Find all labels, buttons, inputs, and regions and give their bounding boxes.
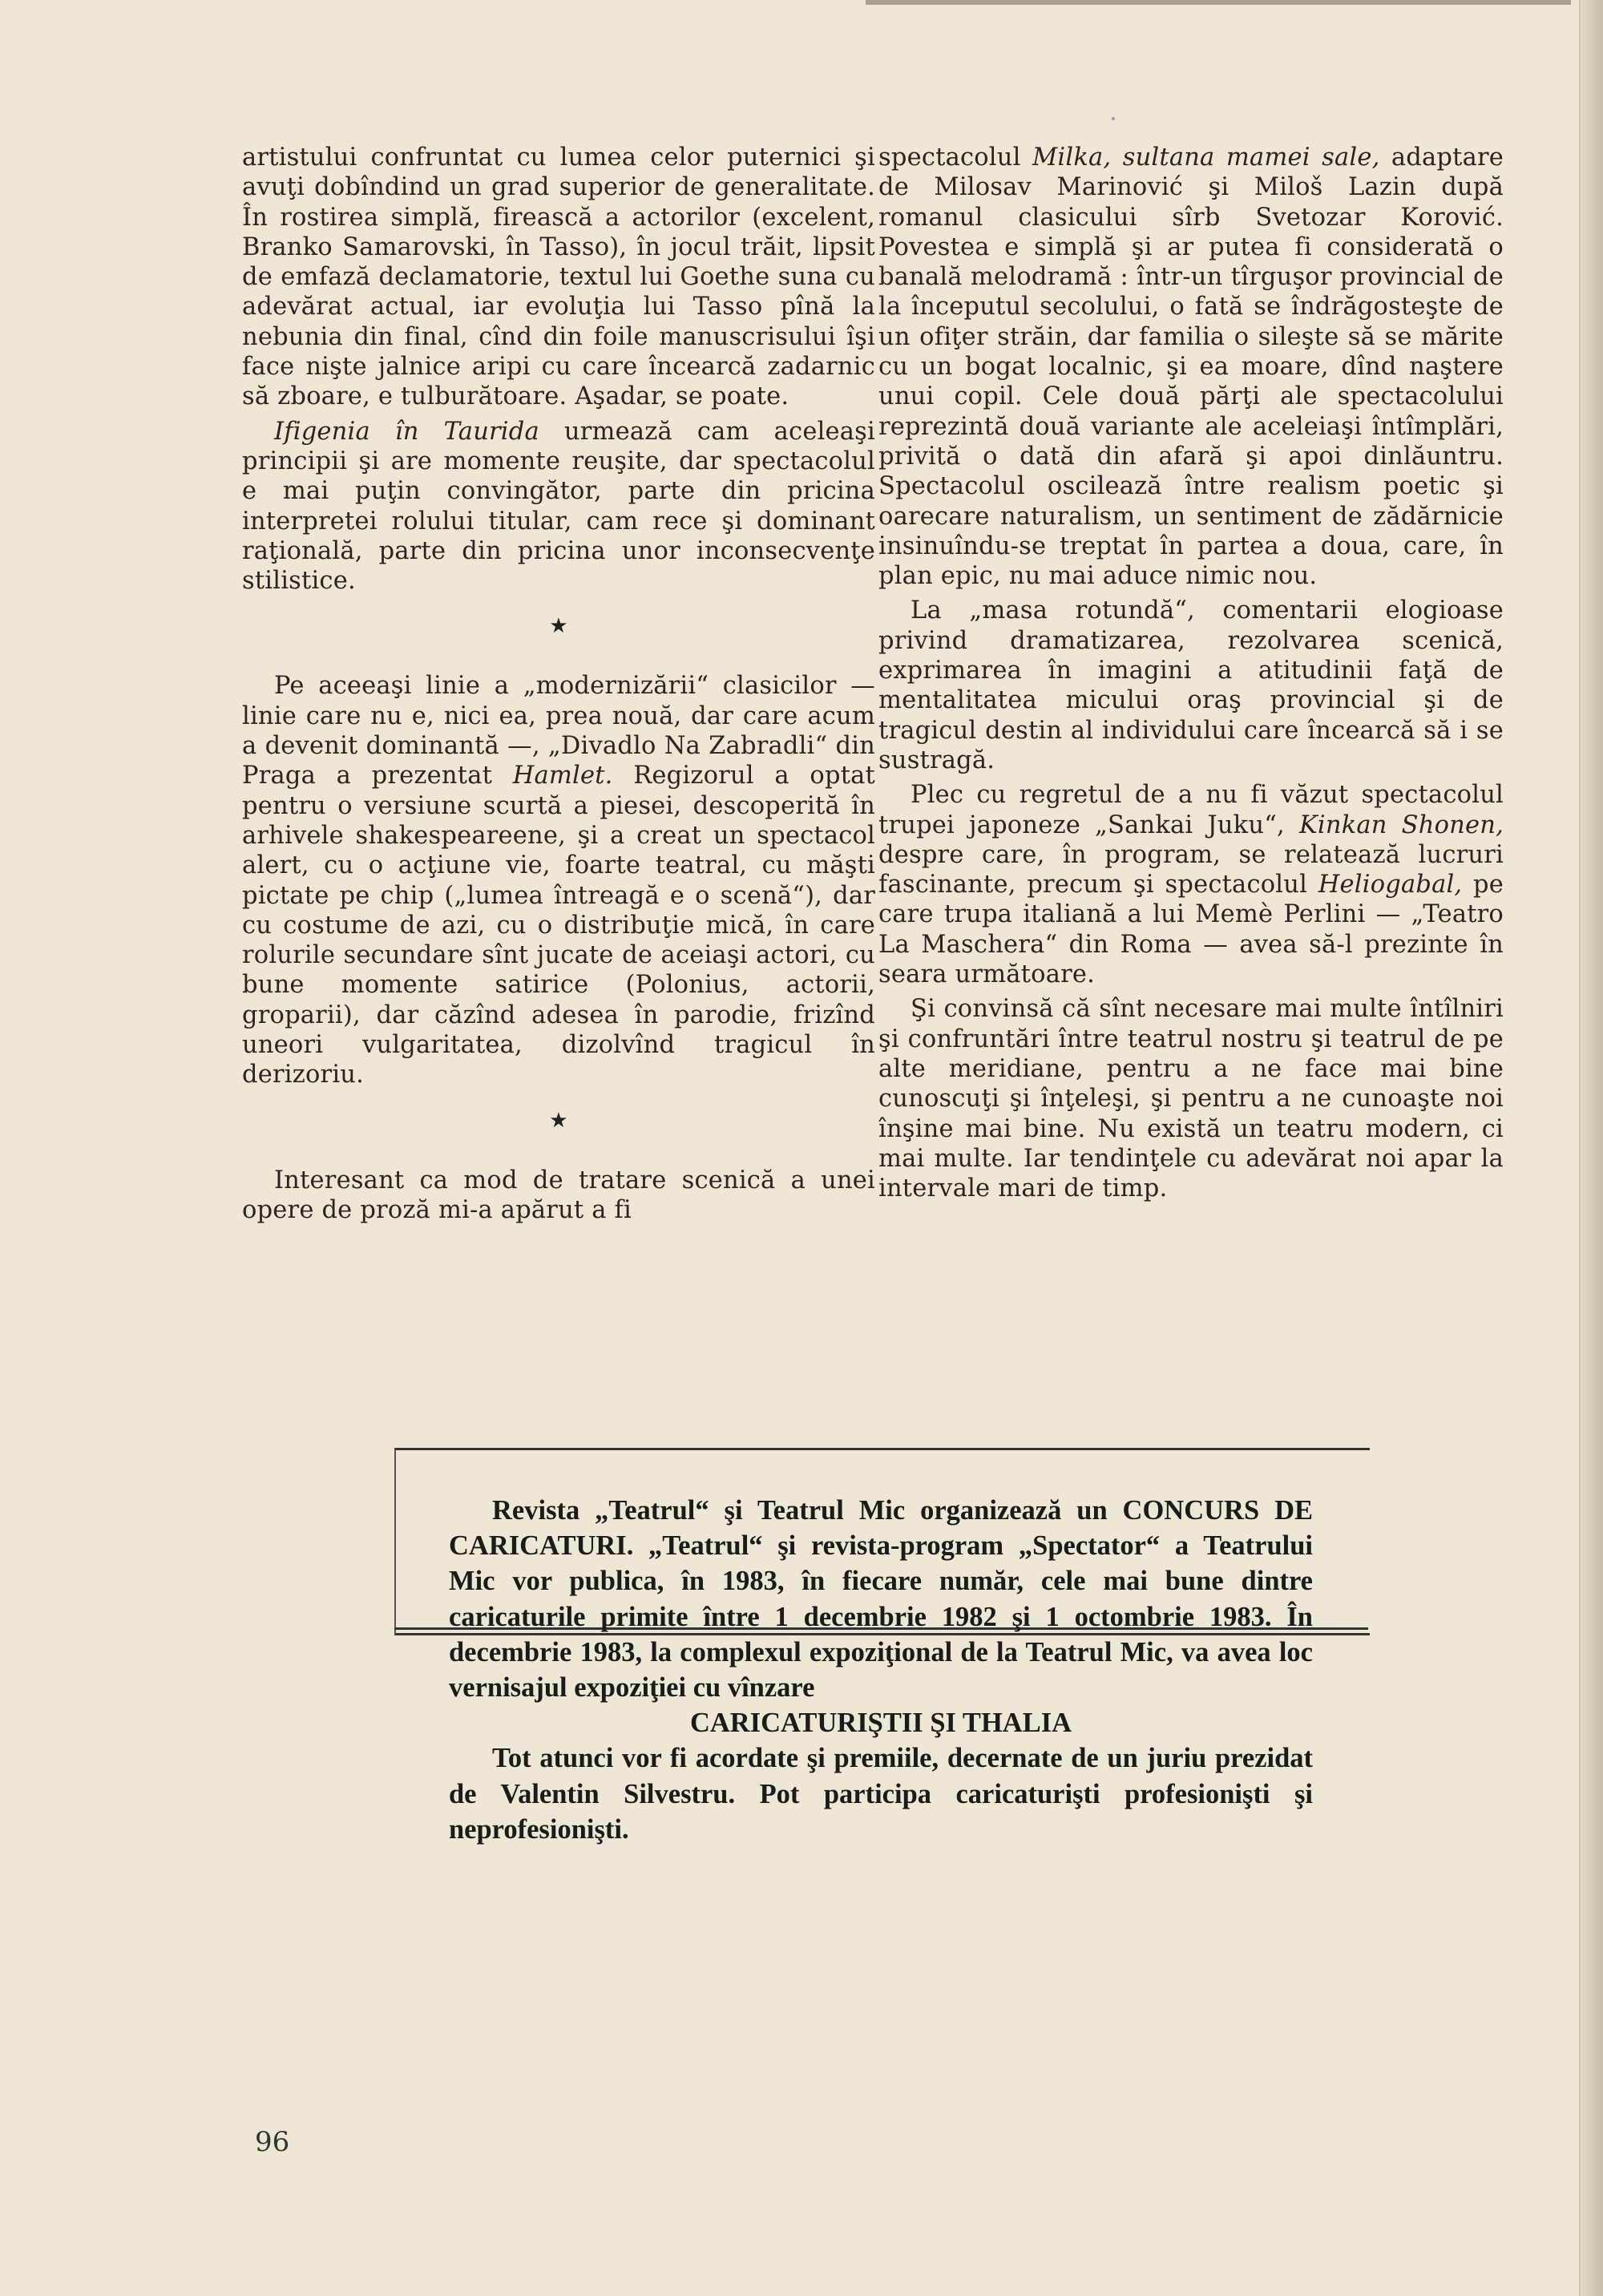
section-separator-star: ★ bbox=[549, 614, 568, 639]
paragraph-text: adaptare de Milosav Marinović şi Miloš Lazin după romanul clasicului sîrb Svetozar Korović. Povestea e simplă şi ar putea fi considerată o banală melodramă : într-un tîrguşor provincial de la începutul secolului, o fată se îndrăgosteşte de un ofiţer străin, dar familia o sileşte să se mărite cu un bogat localnic, şi ea moare, dînd naştere unui copil. Cele două părţi ale spectacolului reprezintă două variante ale aceleiaşi întîmplări, privită o dată din afară şi apoi dinlăuntru. Spectacolul oscilează între realism poetic şi oarecare naturalism, un sentiment de zădărnicie insinuîndu-se treptat în partea a doua, care, în plan epic, nu mai aduce nimic nou. bbox=[878, 144, 1504, 591]
play-title-heliogabal: Heliogabal, bbox=[1318, 871, 1463, 899]
page-number: 96 bbox=[255, 2126, 290, 2158]
page-edge bbox=[1579, 0, 1603, 2296]
paragraph-text: spectacolul bbox=[878, 144, 1032, 172]
play-title-ifigenia: Ifigenia în Taurida bbox=[274, 417, 539, 446]
paragraph-ifigenia bbox=[242, 417, 875, 596]
paragraph-text: Plec cu regretul de a nu fi văzut spectacolul trupei japoneze „Sankai Juku“, bbox=[878, 781, 1504, 839]
paragraph-text: pe care trupa italiană a lui Memè Perlini — „Teatro La Maschera“ din Roma — avea să-l prezinte în seara următoare. bbox=[878, 871, 1504, 989]
paragraph-text: Şi convinsă că sînt necesare mai multe întîlniri şi confruntări între teatrul nostru şi teatrul de pe alte meridiane, pentru a ne face mai bine cunoscuţi şi înţeleşi, şi pentru a ne cunoaşte noi înşine mai bine. Nu există un teatru modern, ci mai multe. Iar tendinţele cu adevărat noi apar la intervale mari de timp. bbox=[878, 995, 1504, 1203]
section-separator-star: ★ bbox=[549, 1108, 568, 1133]
paragraph-text: Regizorul a optat pentru o versiune scurtă a piesei, descoperită în arhivele shakespeareene, şi a creat un spectacol alert, cu o acţiune vie, foarte teatral, cu măşti pictate pe chip („lumea întreagă e o scenă“), dar cu costume de azi, cu o distribuţie mică, în care rolurile secundare sînt jucate de aceiaşi actori, cu bune momente satirice (Polonius, actorii, groparii), dar căzînd adesea în parodie, frizînd uneori vulgaritatea, dizolvînd tragicul în derizoriu. bbox=[242, 762, 875, 1089]
contest-notice-text bbox=[449, 1493, 1313, 1847]
paragraph-interesant bbox=[242, 1166, 875, 1226]
play-title-kinkan: Kinkan Shonen, bbox=[1298, 810, 1504, 839]
paragraph-tasso bbox=[242, 143, 875, 412]
left-column bbox=[242, 143, 875, 1230]
play-title-hamlet: Hamlet. bbox=[512, 762, 613, 790]
page-top-strip bbox=[866, 0, 1571, 5]
paragraph-concluzie bbox=[878, 994, 1504, 1203]
paragraph-hamlet bbox=[242, 671, 875, 1089]
play-title-milka: Milka, sultana mamei sale, bbox=[1032, 144, 1380, 172]
paragraph-text: urmează cam aceleaşi principii şi are momente reuşite, dar spectacolul e mai puţin convingător, parte din pricina interpretei rolului titular, cam rece şi dominant raţională, parte din pricina unor inconsecvenţe stilistice. bbox=[242, 417, 875, 596]
exhibition-title: CARICATURIŞTII ŞI THALIA bbox=[689, 1708, 1072, 1739]
paragraph-plec bbox=[878, 780, 1504, 989]
notice-paragraph: Revista „Teatrul“ şi Teatrul Mic organizează un CONCURS DE CARICATURI. „Teatrul“ şi revista-program „Spectator“ a Teatrului Mic vor publica, în 1983, în fiecare număr, cele mai bune dintre caricaturile primite între 1 decembrie 1982 şi 1 octombrie 1983. În decembrie 1983, la complexul expoziţional de la Teatrul Mic, va avea loc vernisajul expoziţiei cu vînzare bbox=[449, 1495, 1313, 1704]
paragraph-text: La „masa rotundă“, comentarii elogioase privind dramatizarea, rezolvarea scenică, exprimarea în imagini a atitudinii faţă de mentalitatea micului oraş provincial şi de tragicul destin al individului care încearcă să i se sustragă. bbox=[878, 596, 1504, 774]
paragraph-masa-rotunda bbox=[878, 596, 1504, 775]
paragraph-text: Pe aceeaşi linie a „modernizării“ clasicilor — linie care nu e, nici ea, prea nouă, dar care acum a devenit dominantă —, „Divadlo Na Zabradli“ din Praga a prezentat bbox=[242, 672, 875, 790]
paragraph-text: despre care, în program, se relatează lucruri fascinante, precum şi spectacolul bbox=[878, 840, 1504, 899]
paragraph-text: artistului confruntat cu lumea celor puternici şi avuţi dobîndind un grad superior de generalitate. În rostirea simplă, firească a actorilor (excelent, Branko Samarovski, în Tasso), în jocul trăit, lipsit de emfază declamatorie, textul lui Goethe suna cu adevărat actual, iar evoluţia lui Tasso pînă la nebunia din final, cînd din foile manuscrisului îşi face nişte jalnice aripi cu care încearcă zadarnic să zboare, e tulburătoare. Aşadar, se poate. bbox=[242, 144, 875, 411]
print-speck bbox=[1112, 117, 1115, 120]
paragraph-text: Interesant ca mod de tratare scenică a unei opere de proză mi-a apărut a fi bbox=[242, 1166, 875, 1224]
right-column bbox=[878, 143, 1504, 1208]
paragraph-milka bbox=[878, 143, 1504, 591]
notice-paragraph: Tot atunci vor fi acordate şi premiile, decernate de un juriu prezidat de Valentin Silvestru. Pot participa caricaturişti profesionişti şi neprofesionişti. bbox=[449, 1743, 1313, 1845]
